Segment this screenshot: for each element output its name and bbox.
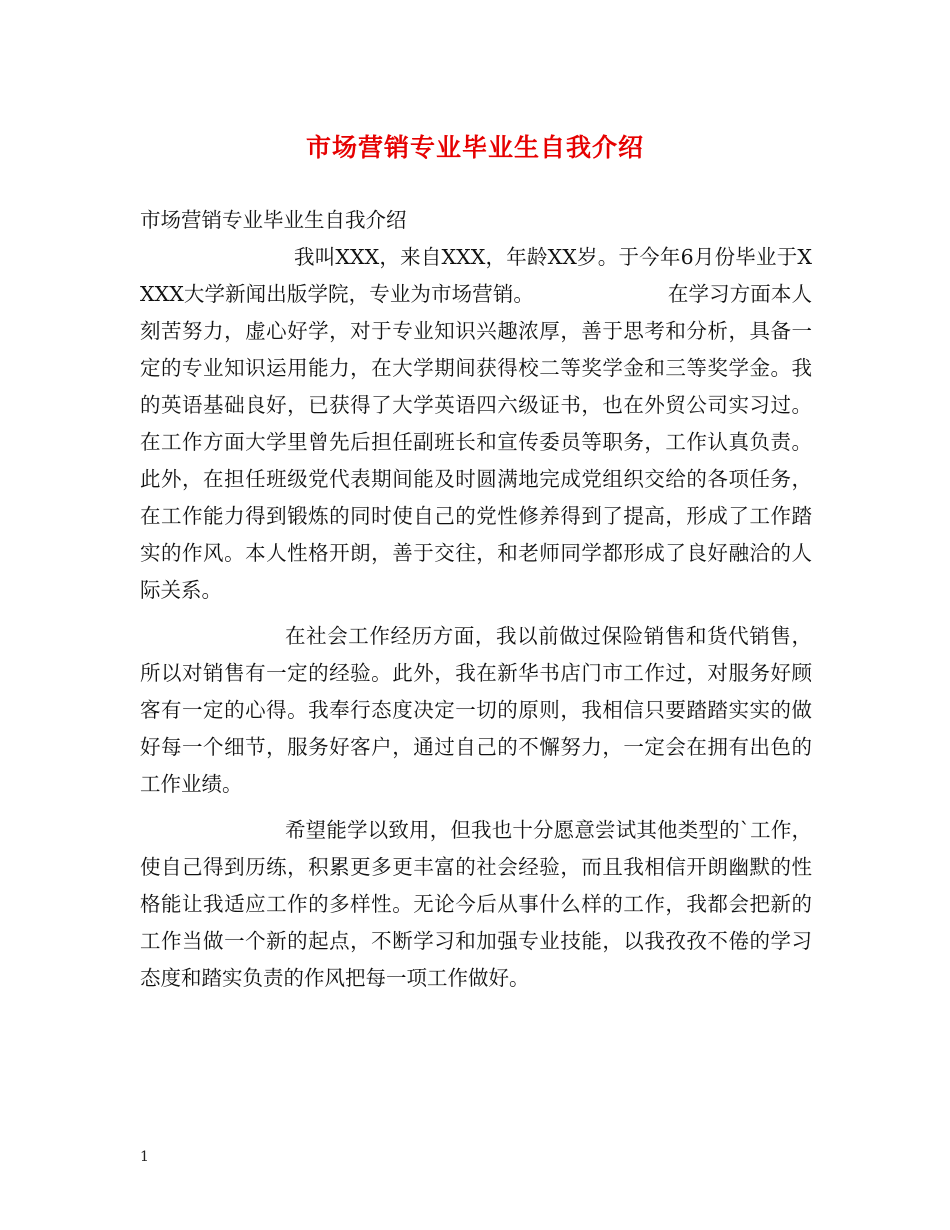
- paragraph-work-experience: 在社会工作经历方面，我以前做过保险销售和货代销售，所以对销售有一定的经验。此外，我在新华书店门市工作过，对服务好顾客有一定的心得。我奉行态度决定一切的原则，我相信只要踏踏实实的做好每一个细节，服务好客户，通过自己的不懈努力，一定会在拥有出色的工作业绩。: [140, 624, 812, 796]
- page-number: 1: [140, 1149, 149, 1165]
- page-title: 市场营销专业毕业生自我介绍: [305, 133, 644, 162]
- paragraph-intro: 我叫XXX，来自XXX，年龄XX岁。于今年6月份毕业于XXXX大学新闻出版学院，专业为市场营销。 在学习方面本人刻苦努力，虚心好学，对于专业知识兴趣浓厚，善于思考和分析，具备一定的专业知识运用能力，在大学期间获得校二等奖学金和三等奖学金。我的英语基础良好，已获得了大学英语四六级证书，也在外贸公司实习过。在工作方面大学里曾先后担任副班长和宣传委员等职务，工作认真负责。此外，在担任班级党代表期间能及时圆满地完成党组织交给的各项任务，在工作能力得到锻炼的同时使自己的党性修养得到了提高，形成了工作踏实的作风。本人性格开朗，善于交往，和老师同学都形成了良好融洽的人际关系。: [140, 245, 812, 602]
- paragraph-aspiration: 希望能学以致用，但我也十分愿意尝试其他类型的`工作，使自己得到历练，积累更多更丰富的社会经验，而且我相信开朗幽默的性格能让我适应工作的多样性。无论今后从事什么样的工作，我都会把新的工作当做一个新的起点，不断学习和加强专业技能，以我孜孜不倦的学习态度和踏实负责的作风把每一项工作做好。: [140, 818, 812, 990]
- document-body: [140, 202, 812, 997]
- document-subtitle: 市场营销专业毕业生自我介绍: [140, 208, 407, 232]
